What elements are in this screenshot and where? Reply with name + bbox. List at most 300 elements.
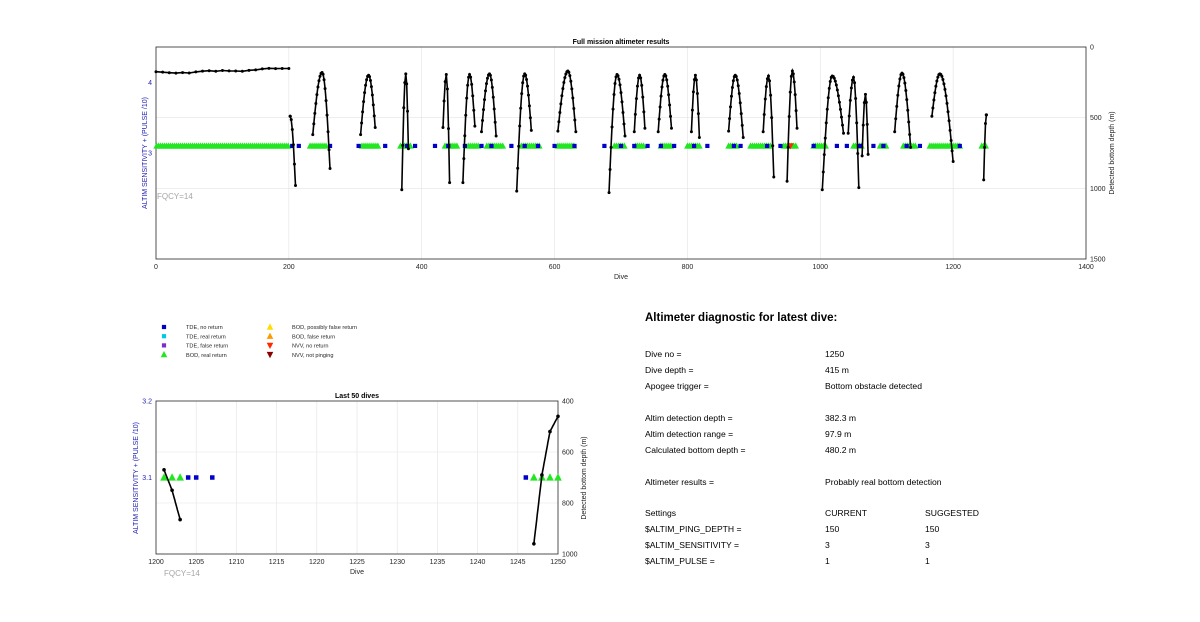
depth-point xyxy=(316,85,319,88)
depth-point xyxy=(480,130,483,133)
depth-point xyxy=(622,123,625,126)
depth-point xyxy=(326,114,329,117)
depth-point xyxy=(470,83,473,86)
depth-point xyxy=(946,102,949,105)
depth-point xyxy=(982,178,985,181)
depth-trace-line xyxy=(822,76,843,190)
depth-point xyxy=(444,80,447,83)
depth-point xyxy=(327,130,330,133)
depth-trace-line xyxy=(658,75,671,132)
main-right-tick-label: 500 xyxy=(1090,115,1102,123)
depth-point xyxy=(407,147,410,150)
legend-marker-triangle-up xyxy=(267,333,274,339)
setting-row-sensitivity xyxy=(645,540,930,550)
depth-point xyxy=(494,121,497,124)
diag-value: 480.2 m xyxy=(825,445,857,455)
depth-point xyxy=(641,96,644,99)
depth-point xyxy=(850,87,853,90)
depth-point xyxy=(445,73,448,76)
depth-point xyxy=(618,78,621,81)
depth-point xyxy=(668,103,671,106)
depth-point xyxy=(895,105,898,108)
depth-point xyxy=(836,88,839,91)
setting-current: 3 xyxy=(825,540,830,550)
bod-real-return-marker xyxy=(554,473,562,480)
depth-point xyxy=(670,127,673,130)
depth-point xyxy=(660,86,663,89)
depth-point xyxy=(370,85,373,88)
depth-point xyxy=(441,126,444,129)
tde-no-return-marker xyxy=(705,144,709,148)
depth-point xyxy=(571,97,574,100)
depth-point xyxy=(359,133,362,136)
depth-point xyxy=(485,82,488,85)
diag-label: Altim detection depth = xyxy=(645,413,733,423)
depth-point xyxy=(931,106,934,109)
depth-point xyxy=(471,94,474,97)
small-depth-point xyxy=(162,468,166,472)
setting-row-pulse xyxy=(645,556,930,566)
depth-point xyxy=(696,92,699,95)
depth-point xyxy=(613,93,616,96)
depth-point xyxy=(493,108,496,111)
small-ticks xyxy=(142,399,577,567)
depth-point xyxy=(472,109,475,112)
depth-point xyxy=(634,113,637,116)
depth-point xyxy=(790,75,793,78)
depth-point xyxy=(771,144,774,147)
depth-point xyxy=(893,130,896,133)
diag-row-altimeter-results xyxy=(645,477,942,487)
depth-point xyxy=(556,130,559,133)
depth-point xyxy=(362,100,365,103)
depth-point xyxy=(731,86,734,89)
depth-point xyxy=(638,74,641,77)
depth-point xyxy=(788,115,791,118)
tde-no-return-marker xyxy=(524,475,529,480)
small-x-tick-label: 1250 xyxy=(550,559,566,566)
depth-point xyxy=(294,184,297,187)
settings-suggested-header: SUGGESTED xyxy=(925,508,979,518)
depth-point xyxy=(261,67,264,70)
depth-point xyxy=(447,127,450,130)
depth-point xyxy=(188,72,191,75)
tde-no-return-marker xyxy=(845,144,849,148)
depth-point xyxy=(328,148,331,151)
tde-no-return-marker xyxy=(186,475,191,480)
depth-point xyxy=(368,75,371,78)
tde-no-return-marker xyxy=(602,144,606,148)
depth-point xyxy=(473,125,476,128)
depth-point xyxy=(562,81,565,84)
depth-point xyxy=(767,74,770,77)
depth-point xyxy=(463,134,466,137)
main-x-tick-label: 600 xyxy=(548,264,561,271)
depth-point xyxy=(489,74,492,77)
diag-label: Altimeter results = xyxy=(645,477,715,487)
legend-marker-triangle-down xyxy=(267,343,274,349)
depth-point xyxy=(484,89,487,92)
bod-real-return-marker xyxy=(546,473,554,480)
depth-point xyxy=(448,181,451,184)
depth-point xyxy=(769,94,772,97)
depth-point xyxy=(949,129,952,132)
depth-point xyxy=(483,98,486,101)
depth-point xyxy=(405,82,408,85)
depth-point xyxy=(665,78,668,81)
main-x-tick-label: 400 xyxy=(415,264,428,271)
depth-point xyxy=(519,107,522,110)
tde-no-return-marker xyxy=(692,144,696,148)
last-50-dives-chart xyxy=(130,388,600,588)
legend-marker-triangle-up xyxy=(161,351,168,357)
depth-point xyxy=(833,77,836,80)
depth-point xyxy=(698,136,701,139)
legend-label: NVV, no return xyxy=(292,343,329,350)
depth-point xyxy=(902,76,905,79)
depth-point xyxy=(741,124,744,127)
depth-point xyxy=(821,188,824,191)
main-plot-frame xyxy=(156,47,1086,259)
depth-point xyxy=(609,168,612,171)
depth-point xyxy=(983,146,986,149)
diag-row-detection-depth xyxy=(645,413,857,423)
tde-no-return-marker xyxy=(918,144,922,148)
depth-point xyxy=(985,113,988,116)
depth-point xyxy=(526,85,529,88)
tde-no-return-marker xyxy=(433,144,437,148)
depth-point xyxy=(608,191,611,194)
depth-point xyxy=(495,135,498,138)
depth-point xyxy=(228,69,231,72)
small-x-tick-label: 1205 xyxy=(188,559,204,566)
main-left-axis-label: ALTIM SENSITIVITY + (PULSE /10) xyxy=(142,97,149,209)
tde-no-return-marker xyxy=(210,475,215,480)
depth-point xyxy=(323,78,326,81)
depth-point xyxy=(325,99,328,102)
depth-trace-line xyxy=(482,74,497,136)
depth-point xyxy=(181,71,184,74)
depth-point xyxy=(267,67,270,70)
depth-point xyxy=(854,97,857,100)
depth-point xyxy=(763,113,766,116)
depth-point xyxy=(161,71,164,74)
depth-point xyxy=(827,96,830,99)
depth-point xyxy=(404,72,407,75)
depth-point xyxy=(569,80,572,83)
small-x-tick-label: 1220 xyxy=(309,559,325,566)
depth-point xyxy=(934,85,937,88)
main-left-tick-label: 4 xyxy=(148,79,152,87)
depth-point xyxy=(520,92,523,95)
altimeter-diagnostic-panel xyxy=(645,312,1165,582)
small-chart-title: Last 50 dives xyxy=(335,393,379,400)
depth-point xyxy=(361,110,364,113)
diag-label: Calculated bottom depth = xyxy=(645,445,746,455)
depth-point xyxy=(825,121,828,124)
depth-trace-line xyxy=(290,116,295,185)
tde-no-return-marker xyxy=(778,144,782,148)
depth-point xyxy=(765,85,768,88)
depth-point xyxy=(829,80,832,83)
main-right-tick-label: 1500 xyxy=(1090,256,1106,264)
depth-point xyxy=(619,83,622,86)
depth-point xyxy=(208,69,211,72)
depth-point xyxy=(642,110,645,113)
tde-no-return-marker xyxy=(958,144,962,148)
depth-point xyxy=(291,128,294,131)
depth-point xyxy=(527,94,530,97)
legend-label: BOD, real return xyxy=(186,352,227,359)
setting-current: 150 xyxy=(825,524,840,534)
depth-point xyxy=(907,120,910,123)
depth-point xyxy=(529,116,532,119)
depth-point xyxy=(857,186,860,189)
diag-value: 382.3 m xyxy=(825,413,857,423)
depth-point xyxy=(639,76,642,79)
main-x-tick-label: 1200 xyxy=(945,264,961,271)
depth-point xyxy=(292,143,295,146)
tde-no-return-marker xyxy=(905,144,909,148)
depth-point xyxy=(241,70,244,73)
tde-no-return-marker xyxy=(523,144,527,148)
diag-value: 415 m xyxy=(825,365,849,375)
depth-point xyxy=(559,102,562,105)
tde-no-return-marker xyxy=(632,144,636,148)
depth-point xyxy=(940,75,943,78)
legend-marker-square xyxy=(162,343,166,347)
depth-point xyxy=(491,86,494,89)
depth-point xyxy=(481,119,484,122)
tde-no-return-marker xyxy=(509,144,513,148)
depth-point xyxy=(943,88,946,91)
depth-point xyxy=(856,152,859,155)
legend-label: TDE, no return xyxy=(186,325,223,332)
depth-point xyxy=(572,107,575,110)
depth-point xyxy=(324,87,327,90)
diag-row-apogee-trigger xyxy=(645,381,922,391)
tde-no-return-marker xyxy=(552,144,556,148)
small-x-tick-label: 1240 xyxy=(469,559,486,566)
depth-point xyxy=(740,112,743,115)
depth-point xyxy=(516,167,519,170)
legend-label: TDE, false return xyxy=(186,343,229,350)
depth-point xyxy=(482,108,485,111)
legend-label: BOD, possibly false return xyxy=(292,325,357,332)
depth-point xyxy=(828,87,831,90)
tde-no-return-marker xyxy=(572,144,576,148)
depth-point xyxy=(842,132,845,135)
depth-point xyxy=(461,181,464,184)
depth-point xyxy=(462,157,465,160)
setting-current: 1 xyxy=(825,556,830,566)
diag-value: 97.9 m xyxy=(825,429,852,439)
depth-point xyxy=(372,103,375,106)
depth-point xyxy=(667,93,670,96)
diag-row-dive-depth xyxy=(645,365,849,375)
depth-point xyxy=(365,78,368,81)
depth-point xyxy=(486,77,489,80)
depth-point xyxy=(903,82,906,85)
depth-point xyxy=(274,67,277,70)
depth-point xyxy=(736,79,739,82)
depth-trace-line xyxy=(517,74,532,191)
depth-point xyxy=(636,85,639,88)
setting-suggested: 3 xyxy=(925,540,930,550)
tde-no-return-marker xyxy=(659,144,663,148)
depth-point xyxy=(369,79,372,82)
diag-row-bottom-depth xyxy=(645,445,857,455)
depth-point xyxy=(289,115,292,118)
depth-point xyxy=(254,68,257,71)
depth-point xyxy=(766,77,769,80)
depth-point xyxy=(530,129,533,132)
depth-point xyxy=(560,94,563,97)
depth-point xyxy=(401,144,404,147)
depth-point xyxy=(623,135,626,138)
main-x-tick-label: 1400 xyxy=(1078,264,1094,271)
main-chart-title: Full mission altimeter results xyxy=(572,39,670,46)
depth-point xyxy=(691,109,694,112)
depth-point xyxy=(770,116,773,119)
depth-point xyxy=(834,80,837,83)
depth-trace-line xyxy=(463,75,475,183)
depth-point xyxy=(738,92,741,95)
depth-point xyxy=(364,84,367,87)
legend-label: BOD, false return xyxy=(292,334,336,341)
depth-point xyxy=(948,119,951,122)
depth-point xyxy=(567,71,570,74)
main-x-tick-label: 0 xyxy=(154,264,158,271)
depth-point xyxy=(932,99,935,102)
depth-trace-line xyxy=(609,75,625,193)
legend-label: TDE, real return xyxy=(186,334,226,341)
tde-no-return-marker xyxy=(645,144,649,148)
depth-trace-line xyxy=(402,74,409,190)
small-x-tick-label: 1200 xyxy=(148,559,164,566)
depth-point xyxy=(402,106,405,109)
small-depth-point xyxy=(556,415,560,419)
depth-point xyxy=(611,126,614,129)
depth-point xyxy=(155,70,158,73)
tde-no-return-marker xyxy=(812,144,816,148)
small-markers xyxy=(160,473,562,480)
depth-point xyxy=(823,153,826,156)
depth-trace-line xyxy=(787,71,797,181)
depth-point xyxy=(661,79,664,82)
small-depth-trace xyxy=(162,415,560,546)
depth-point xyxy=(313,112,316,115)
depth-point xyxy=(322,73,325,76)
depth-point xyxy=(852,76,855,79)
small-right-axis-label: Detected bottom depth (m) xyxy=(581,436,588,520)
depth-point xyxy=(317,79,320,82)
depth-point xyxy=(728,117,731,120)
small-x-tick-label: 1245 xyxy=(510,559,526,566)
small-depth-point xyxy=(170,488,174,492)
settings-current-header: CURRENT xyxy=(825,508,868,518)
depth-point xyxy=(465,97,468,100)
depth-point xyxy=(568,74,571,77)
small-right-tick-label: 800 xyxy=(562,500,574,508)
small-left-axis-label: ALTIM SENSITIVITY + (PULSE /10) xyxy=(133,422,140,534)
small-right-tick-label: 600 xyxy=(562,449,574,457)
depth-point xyxy=(620,91,623,94)
main-markers xyxy=(153,142,989,149)
diag-value: Bottom obstacle detected xyxy=(825,381,922,391)
marker-legend xyxy=(150,320,410,370)
small-left-tick-label: 3.1 xyxy=(142,475,152,482)
depth-point xyxy=(635,97,638,100)
depth-point xyxy=(791,70,794,73)
depth-point xyxy=(406,110,409,113)
depth-point xyxy=(824,137,827,140)
bod-real-return-marker xyxy=(168,473,176,480)
depth-point xyxy=(905,98,908,101)
depth-point xyxy=(839,108,842,111)
depth-point xyxy=(984,122,987,125)
depth-point xyxy=(610,146,613,149)
depth-point xyxy=(464,114,467,117)
depth-point xyxy=(772,176,775,179)
depth-point xyxy=(174,72,177,75)
depth-point xyxy=(293,163,296,166)
depth-point xyxy=(443,100,446,103)
tde-no-return-marker xyxy=(881,144,885,148)
small-right-tick-label: 1000 xyxy=(562,551,578,559)
depth-point xyxy=(933,91,936,94)
depth-point xyxy=(849,99,852,102)
main-left-tick-label: 3 xyxy=(148,150,152,158)
depth-point xyxy=(521,81,524,84)
depth-point xyxy=(941,78,944,81)
tde-no-return-marker xyxy=(732,144,736,148)
depth-point xyxy=(729,105,732,108)
main-x-tick-label: 1000 xyxy=(812,264,829,271)
depth-point xyxy=(935,79,938,82)
depth-point xyxy=(659,105,662,108)
depth-point xyxy=(524,74,527,77)
depth-point xyxy=(950,139,953,142)
depth-point xyxy=(620,100,623,103)
depth-point xyxy=(329,167,332,170)
depth-point xyxy=(221,69,224,72)
depth-point xyxy=(737,84,740,87)
tde-no-return-marker xyxy=(672,144,676,148)
depth-point xyxy=(570,87,573,90)
depth-point xyxy=(942,82,945,85)
depth-point xyxy=(621,111,624,114)
depth-point xyxy=(528,104,531,107)
depth-point xyxy=(281,67,284,70)
depth-point xyxy=(695,79,698,82)
depth-point xyxy=(312,122,315,125)
small-x-tick-label: 1230 xyxy=(389,559,405,566)
depth-point xyxy=(492,96,495,99)
main-right-tick-label: 1000 xyxy=(1090,185,1106,193)
tde-no-return-marker xyxy=(383,144,387,148)
depth-point xyxy=(742,136,745,139)
depth-point xyxy=(658,118,661,121)
depth-point xyxy=(360,122,363,125)
tde-no-return-marker xyxy=(479,144,483,148)
small-grid xyxy=(156,401,558,554)
depth-point xyxy=(371,93,374,96)
legend-marker-square xyxy=(162,334,166,338)
small-depth-point xyxy=(178,518,182,522)
main-x-axis-label: Dive xyxy=(613,274,629,281)
tde-no-return-marker xyxy=(738,144,742,148)
